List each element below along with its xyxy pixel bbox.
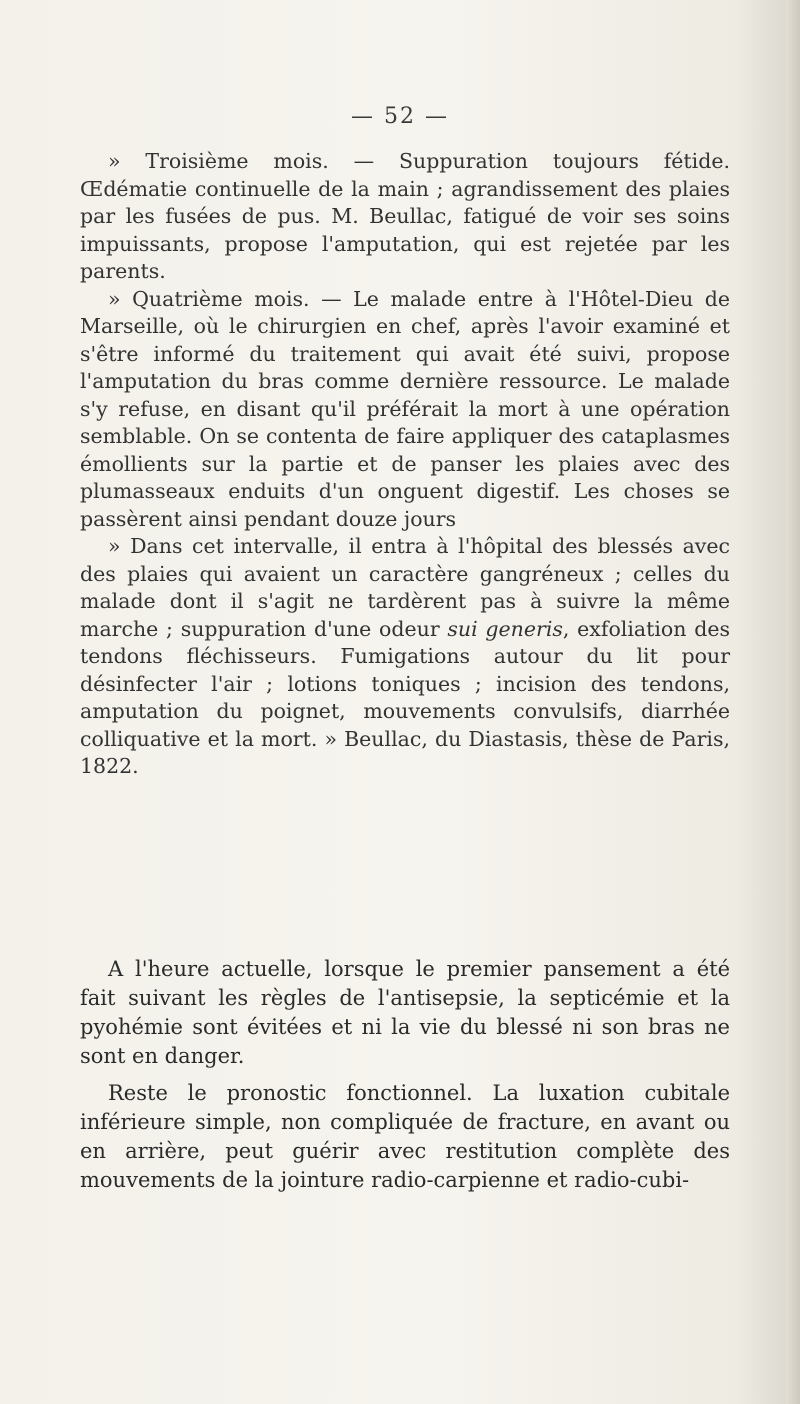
page-number: — 52 — <box>351 104 449 129</box>
paragraph-third-month: » Troisième mois. — Suppuration toujours fétide. Œdématie continuelle de la main ; agrandissement des plaies par les fusées de pus. M. Beullac, fatigué de voir ses soins impuissants, propose l'amputation, qui est rejetée par les parents. <box>80 149 730 283</box>
main-text <box>80 955 730 1195</box>
paragraph-interval-text-2: , exfoliation des tendons fléchisseurs. Fumigations autour du lit pour désinfecter l'air ; lotions toniques ; incision des tendons, amputation du poignet, mouvements convulsifs, diarrhée colliquative et la mort. » Beullac, du Diastasis, thèse de Paris, 1822. <box>80 616 730 778</box>
paragraph-fourth-month: » Quatrième mois. — Le malade entre à l'Hôtel-Dieu de Marseille, où le chirurgien en chef, après l'avoir examiné et s'être informé du traitement qui avait été suivi, propose l'amputation du bras comme dernière ressource. Le malade s'y refuse, en disant qu'il préférait la mort à une opération semblable. On se contenta de faire appliquer des cataplasmes émollients sur la partie et de panser les plaies avec des plumasseaux enduits d'un onguent digestif. Les choses se passèrent ainsi pendant douze jours <box>80 286 730 531</box>
page-edge <box>786 0 800 1404</box>
paragraph-interval <box>80 533 730 781</box>
quoted-case-history <box>80 148 730 781</box>
paragraph-interval-text-1: » Dans cet intervalle, il entra à l'hôpital des blessés avec des plaies qui avaient un caractère gangréneux ; celles du malade dont il s'agit ne tardèrent pas à suivre la même marche ; suppuration d'une odeur <box>80 534 730 641</box>
paragraph-antisepsis: A l'heure actuelle, lorsque le premier pansement a été fait suivant les règles de l'antisepsie, la septicémie et la pyohémie sont évitées et ni la vie du blessé ni son bras ne sont en danger. <box>80 957 730 1068</box>
latin-term: sui generis <box>447 616 563 641</box>
paragraph-prognosis: Reste le pronostic fonctionnel. La luxation cubitale inférieure simple, non compliquée de fracture, en avant ou en arrière, peut guérir avec restitution complète des mouvements de la jointure radio-carpienne et radio-cubi- <box>80 1081 730 1192</box>
